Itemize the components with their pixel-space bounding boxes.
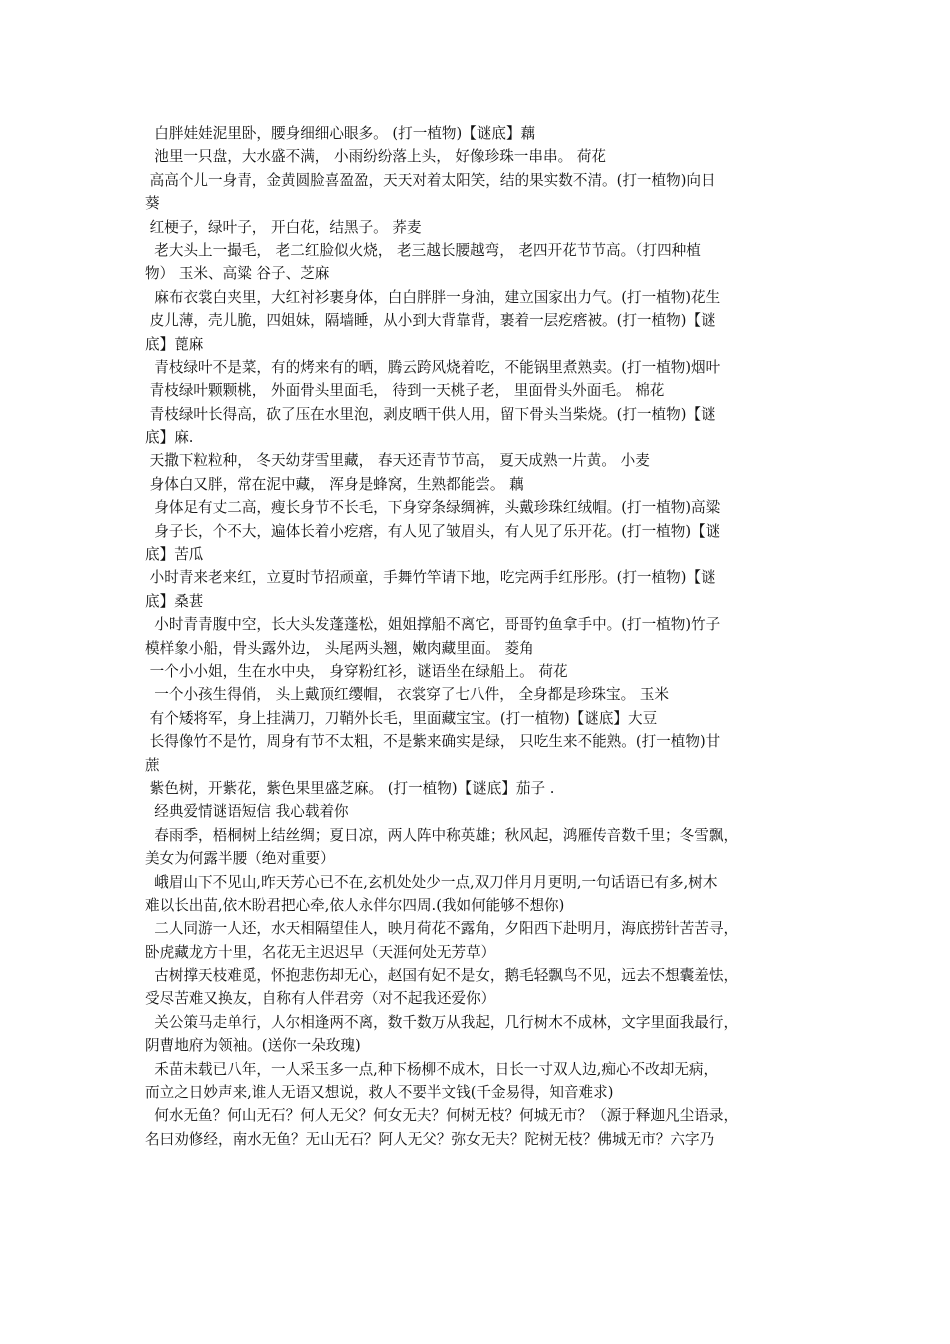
text-line: 有个矮将军，身上挂满刀，刀鞘外长毛，里面藏宝宝。(打一植物)【谜底】大豆 (145, 709, 658, 727)
text-line: 受尽苦难又换友，自称有人伴君旁（对不起我还爱你） (145, 990, 496, 1008)
text-line: 阴曹地府为领袖。(送你一朵玫瑰) (145, 1037, 361, 1055)
text-line: 经典爱情谜语短信 我心载着你 (145, 803, 349, 821)
text-line: 难以长出苗,依木盼君把心牵,依人永伴尔四周.(我如何能够不想你) (145, 896, 565, 914)
text-line: 蔗 (145, 756, 160, 774)
text-line: 卧虎藏龙方十里，名花无主迟迟早（天涯何处无芳草） (145, 943, 496, 961)
text-line: 物） 玉米、高粱 谷子、芝麻 (145, 265, 330, 283)
text-line: 二人同游一人还，水天相隔望佳人，映月荷花不露角，夕阳西下赴明月，海底捞针苦苦寻， (145, 920, 739, 938)
document-page (145, 122, 805, 1151)
text-line: 高高个儿一身青，金黄圆脸喜盈盈，天天对着太阳笑，结的果实数不清。(打一植物)向日 (145, 171, 716, 189)
text-line: 何水无鱼？何山无石？何人无父？何女无夫？何树无枝？何城无市？（源于释迦凡尘语录， (145, 1107, 739, 1125)
text-line: 青枝绿叶不是菜，有的烤来有的晒，腾云跨风烧着吃，不能锅里煮熟卖。(打一植物)烟叶 (145, 358, 721, 376)
text-line: 身体足有丈二高，瘦长身节不长毛，下身穿条绿绸裤，头戴珍珠红绒帽。(打一植物)高粱 (145, 499, 721, 517)
text-line: 红梗子，绿叶子， 开白花，结黑子。 荞麦 (145, 218, 422, 236)
text-line: 一个小孩生得俏， 头上戴顶红缨帽， 衣裳穿了七八件， 全身都是珍珠宝。 玉米 (145, 686, 670, 704)
text-line: 皮儿薄，壳儿脆，四姐妹，隔墙睡，从小到大背靠背，裹着一层疙瘩被。(打一植物)【谜 (145, 312, 716, 330)
text-line: 青枝绿叶长得高，砍了压在水里泡，剥皮晒干供人用，留下骨头当柴烧。(打一植物)【谜 (145, 405, 716, 423)
text-line: 长得像竹不是竹，周身有节不太粗，不是紫来确实是绿， 只吃生来不能熟。(打一植物)甘 (145, 733, 721, 751)
text-line: 底】麻. (145, 429, 194, 447)
text-line: 白胖娃娃泥里卧，腰身细细心眼多。 (打一植物)【谜底】藕 (145, 125, 536, 142)
text-line: 麻布衣裳白夹里，大红衬衫裹身体，白白胖胖一身油，建立国家出力气。(打一植物)花生 (145, 288, 721, 306)
text-line: 紫色树，开紫花，紫色果里盛芝麻。 (打一植物)【谜底】茄子 . (145, 779, 555, 797)
text-line: 关公策马走单行，人尔相逢两不离，数千数万从我起，几行树木不成林，文字里面我最行， (145, 1013, 739, 1031)
text-line: 春雨季，梧桐树上结丝绸；夏日凉，两人阵中称英雄；秋风起，鸿雁传音数千里；冬雪飘， (145, 826, 739, 844)
text-line: 名曰劝修经，南水无鱼？无山无石？阿人无父？弥女无夫？陀树无枝？佛城无市？六字乃 (145, 1130, 715, 1148)
text-line: 身体白又胖，常在泥中藏， 浑身是蜂窝，生熟都能尝。 藕 (145, 475, 524, 493)
text-line: 天撒下粒粒种， 冬天幼芽雪里藏， 春天还青节节高， 夏天成熟一片黄。 小麦 (145, 452, 650, 470)
text-line: 而立之日妙声来,谁人无语又想说，救人不要半文钱(千金易得，知音难求) (145, 1084, 614, 1102)
text-line: 身子长，个不大，遍体长着小疙瘩，有人见了皱眉头，有人见了乐开花。(打一植物)【谜 (145, 522, 721, 540)
text-line: 禾苗未载已八年，一人采玉多一点,种下杨柳不成木，日长一寸双人边,痴心不改却无病， (145, 1060, 719, 1078)
text-line: 底】桑葚 (145, 592, 204, 610)
text-line: 小时青来老来红，立夏时节招顽童，手舞竹竿请下地，吃完两手红彤彤。(打一植物)【谜 (145, 569, 716, 587)
text-line: 底】蓖麻 (145, 335, 204, 353)
text-line: 葵 (145, 195, 160, 213)
text-line: 底】苦瓜 (145, 546, 204, 564)
text-line: 一个小小姐，生在水中央， 身穿粉红衫，谜语坐在绿船上。 荷花 (145, 662, 568, 680)
text-line: 老大头上一撮毛， 老二红脸似火烧， 老三越长腰越弯， 老四开花节节高。（打四种植 (145, 241, 701, 259)
text-line: 美女为何露半腰（绝对重要） (145, 850, 335, 868)
text-line: 池里一只盘，大水盛不满， 小雨纷纷落上头， 好像珍珠一串串。 荷花 (145, 148, 607, 166)
text-line: 小时青青腹中空，长大头发蓬蓬松，姐姐撑船不离它，哥哥钓鱼拿手中。(打一植物)竹子 (145, 616, 721, 634)
text-line: 峨眉山下不见山,昨天芳心已不在,玄机处处少一点,双刀伴月月更明,一句话语已有多,树木 (145, 873, 718, 891)
text-line: 古树撑天枝难觅，怀抱悲伤却无心，赵国有妃不是女，鹅毛轻飘鸟不见，远去不想囊羞怯， (145, 967, 739, 985)
text-line: 青枝绿叶颗颗桃， 外面骨头里面毛， 待到一天桃子老， 里面骨头外面毛。 棉花 (145, 382, 665, 400)
text-line: 模样象小船，骨头露外边， 头尾两头翘，嫩肉藏里面。 菱角 (145, 639, 534, 657)
